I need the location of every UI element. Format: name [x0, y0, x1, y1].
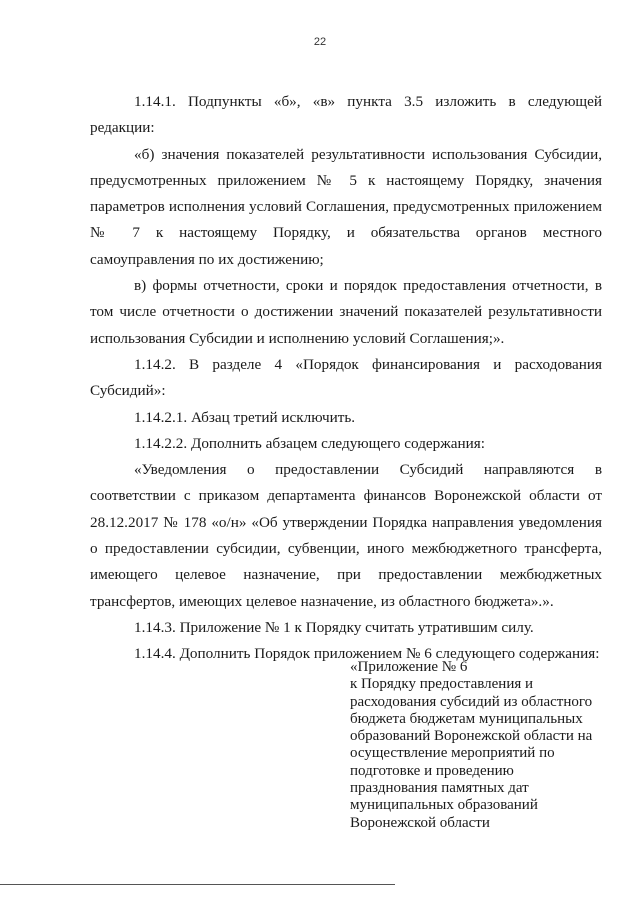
appendix-line: муниципальных образований — [350, 797, 538, 814]
footer-divider — [0, 884, 395, 885]
document-body — [90, 89, 602, 668]
appendix-line: Воронежской области — [350, 814, 490, 831]
appendix-line: подготовке и проведению — [350, 762, 514, 779]
appendix-line: бюджета бюджетам муниципальных — [350, 710, 583, 727]
appendix-title: «Приложение № 6 — [350, 659, 468, 675]
paragraph-1-14-4: 1.14.4. Дополнить Порядок приложением № 6 следующего содержания: — [134, 645, 600, 663]
paragraph-1-14-2-2: 1.14.2.2. Дополнить абзацем следующего содержания: — [134, 434, 485, 452]
paragraph-1-14-3: 1.14.3. Приложение № 1 к Порядку считать утратившим силу. — [134, 618, 534, 636]
paragraph-1-14-2-1: 1.14.2.1. Абзац третий исключить. — [134, 408, 356, 426]
paragraph-1-14-2: 1.14.2. В разделе 4 «Порядок финансирования и расходования Субсидий»: — [90, 355, 602, 400]
page-number: 22 — [313, 36, 327, 48]
paragraph-notification-quote: «Уведомления о предоставлении Субсидий направляются в соответствии с приказом департамента финансов Воронежской области от 28.12.2017 № 178 «о/н» «Об утверждении Порядка направления уведомления о предоставлении субсидии, субвенции, иного межбюджетного трансферта, имеющего целевое назначение, при предоставлении межбюджетных трансфертов, имеющих целевое назначение, из областного бюджета».». — [90, 461, 602, 610]
appendix-line: к Порядку предоставления и — [350, 676, 534, 693]
appendix-line: образований Воронежской области на — [350, 728, 593, 745]
appendix-line: празднования памятных дат — [350, 780, 529, 797]
paragraph-subitem-b: «б) значения показателей результативности использования Субсидии, предусмотренных приложением № 5 к настоящему Порядку, значения параметров исполнения условий Соглашения, предусмотренных приложением № 7 к настоящему Порядку, и обязательства органов местного самоуправления по их достижению; — [90, 145, 602, 268]
appendix-line: расходования субсидий из областного — [350, 693, 593, 710]
appendix-header-block — [350, 659, 610, 832]
paragraph-subitem-v: в) формы отчетности, сроки и порядок предоставления отчетности, в том числе отчетности о достижении значений показателей результативности использования Субсидии и исполнению условий Соглашения;». — [90, 277, 602, 347]
appendix-line: осуществление мероприятий по — [350, 745, 555, 762]
paragraph-1-14-1: 1.14.1. Подпункты «б», «в» пункта 3.5 изложить в следующей редакции: — [90, 93, 602, 137]
